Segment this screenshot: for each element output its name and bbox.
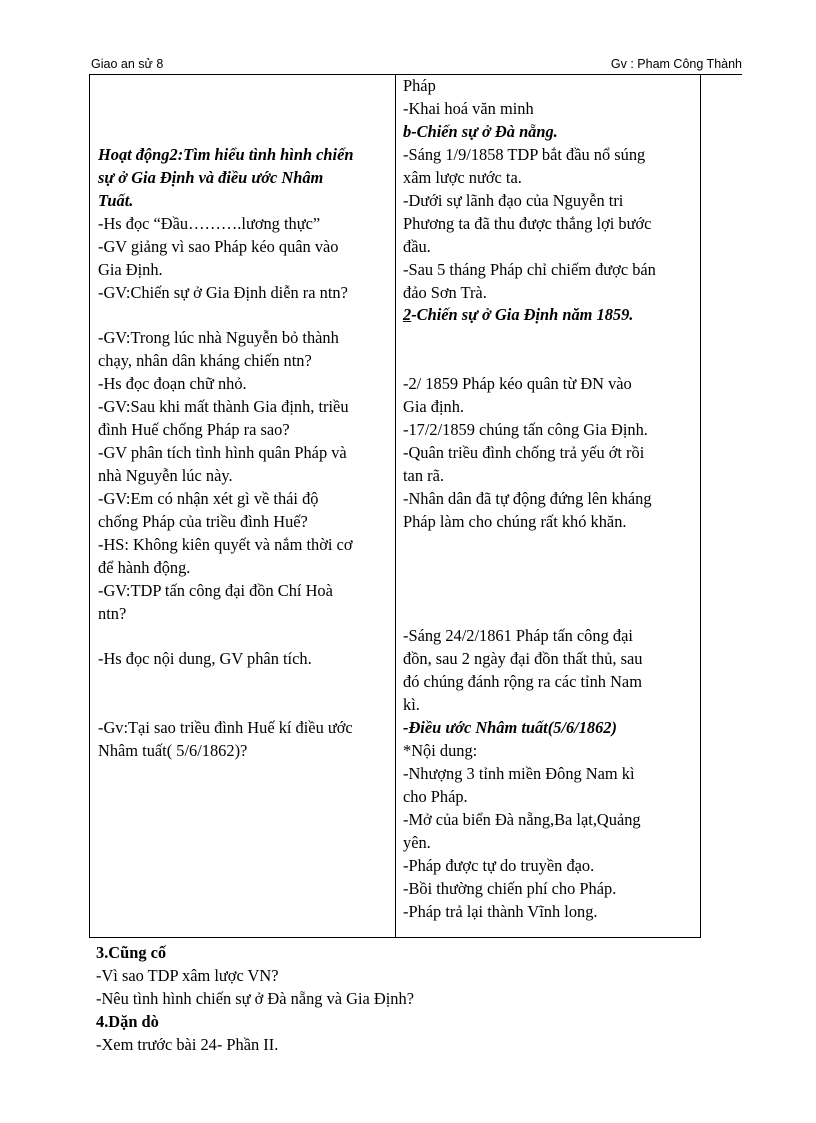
right-line: Gia định. [403, 397, 465, 416]
right-line: -17/2/1859 chúng tấn công Gia Định. [403, 420, 648, 439]
right-line: cho Pháp. [403, 787, 468, 806]
right-line: tan rã. [403, 466, 444, 485]
right-line: đầu. [403, 237, 431, 256]
right-line: -Sáng 24/2/1861 Pháp tấn công đại [403, 626, 633, 645]
review-question: -Vì sao TDP xâm lược VN? [96, 966, 279, 985]
left-line: -HS: Không kiên quyết và nắm thời cơ [98, 535, 353, 554]
header-subject: Giao an sử 8 [91, 57, 164, 71]
activity-heading: Tuất. [98, 191, 134, 210]
section-3-title: 3.Cũng cố [96, 943, 167, 962]
right-line: Phương ta đã thu được thắng lợi bước [403, 214, 652, 233]
lesson-table [89, 74, 701, 938]
left-line: -GV phân tích tình hình quân Pháp và [98, 443, 347, 462]
right-line: -Dưới sự lãnh đạo của Nguyễn tri [403, 191, 624, 210]
right-line: -Sáng 1/9/1858 TDP bắt đầu nổ súng [403, 145, 646, 164]
page-header [89, 57, 742, 73]
left-line: -GV giảng vì sao Pháp kéo quân vào [98, 237, 339, 256]
left-line: -Hs đọc nội dung, GV phân tích. [98, 649, 312, 668]
review-question: -Nêu tình hình chiến sự ở Đà nẵng và Gia Định? [96, 989, 414, 1008]
right-line: -Nhân dân đã tự động đứng lên kháng [403, 489, 652, 508]
left-line: đình Huế chống Pháp ra sao? [98, 420, 290, 439]
homework-line: -Xem trước bài 24- Phần II. [96, 1035, 279, 1054]
right-line: kì. [403, 695, 420, 714]
left-line: chạy, nhân dân kháng chiến ntn? [98, 351, 312, 370]
section-title: -Chiến sự ở Gia Định năm 1859. [411, 305, 634, 324]
activity-heading: sự ở Gia Định và điều ước Nhâm [98, 168, 324, 187]
section-number: 2 [403, 305, 412, 324]
right-line: -Mở của biển Đà nẵng,Ba lạt,Quảng [403, 810, 641, 829]
left-line: ntn? [98, 604, 127, 623]
left-line: nhà Nguyễn lúc này. [98, 466, 233, 485]
left-line: -Gv:Tại sao triều đình Huế kí điều ước [98, 718, 353, 737]
column-divider [395, 74, 396, 937]
left-line: -Hs đọc “Đầu……….lương thực” [98, 214, 321, 233]
section-heading [403, 303, 633, 326]
right-line: yên. [403, 833, 431, 852]
left-line: -GV:Chiến sự ở Gia Định diễn ra ntn? [98, 283, 348, 302]
right-line: -Pháp trả lại thành Vĩnh long. [403, 902, 598, 921]
right-line: -Khai hoá văn minh [403, 99, 534, 118]
right-line: đảo Sơn Trà. [403, 283, 487, 302]
right-line: Pháp làm cho chúng rất khó khăn. [403, 512, 627, 531]
left-line: -GV:TDP tấn công đại đồn Chí Hoà [98, 581, 333, 600]
right-line: đó chúng đánh rộng ra các tỉnh Nam [403, 672, 642, 691]
left-line: để hành động. [98, 558, 191, 577]
section-heading: -Điều ước Nhâm tuất(5/6/1862) [403, 718, 617, 737]
right-line: *Nội dung: [403, 741, 478, 760]
left-line: -GV:Trong lúc nhà Nguyễn bỏ thành [98, 328, 339, 347]
left-line: -GV:Sau khi mất thành Gia định, triều [98, 397, 349, 416]
section-4-title: 4.Dặn dò [96, 1012, 159, 1031]
left-line: Nhâm tuất( 5/6/1862)? [98, 741, 248, 760]
right-line: -Pháp được tự do truyền đạo. [403, 856, 595, 875]
left-line: Gia Định. [98, 260, 163, 279]
right-line: Pháp [403, 76, 436, 95]
left-line: -GV:Em có nhận xét gì về thái độ [98, 489, 319, 508]
right-line: -Bồi thường chiến phí cho Pháp. [403, 879, 617, 898]
left-line: -Hs đọc đoạn chữ nhỏ. [98, 374, 247, 393]
right-line: -Nhượng 3 tỉnh miền Đông Nam kì [403, 764, 635, 783]
left-line: chống Pháp của triều đình Huế? [98, 512, 308, 531]
right-line: xâm lược nước ta. [403, 168, 522, 187]
section-heading: b-Chiến sự ở Đà nẵng. [403, 122, 558, 141]
activity-heading: Hoạt động2:Tìm hiểu tình hình chiến [98, 145, 354, 164]
right-line: đồn, sau 2 ngày đại đồn thất thủ, sau [403, 649, 643, 668]
right-line: -Quân triều đình chống trả yếu ớt rồi [403, 443, 645, 462]
right-line: -2/ 1859 Pháp kéo quân từ ĐN vào [403, 374, 632, 393]
header-teacher: Gv : Pham Công Thành [610, 57, 742, 71]
right-line: -Sau 5 tháng Pháp chỉ chiếm được bán [403, 260, 656, 279]
